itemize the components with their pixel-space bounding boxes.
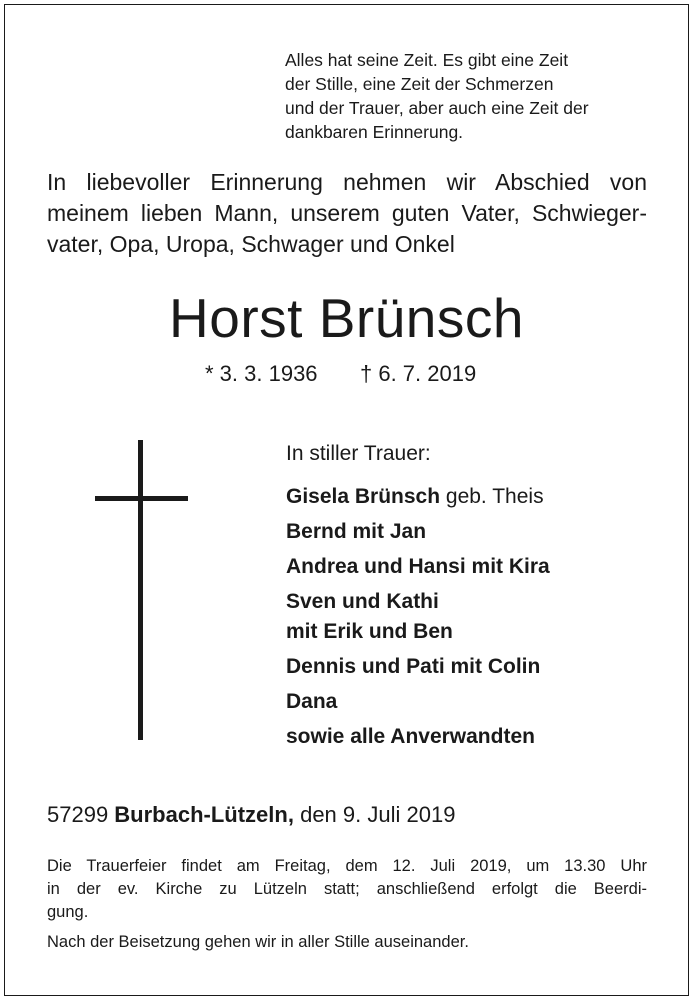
- death-date: † 6. 7. 2019: [360, 361, 477, 386]
- mourner-entry: [286, 517, 550, 547]
- mourner-name: Dennis und Pati mit Colin: [286, 655, 541, 678]
- mourning-heading: In stiller Trauer:: [286, 442, 431, 465]
- mourner-entry: [286, 722, 550, 752]
- intro-line: meinem lieben Mann, unserem guten Vater, Schwieger-: [47, 200, 647, 226]
- deceased-name: Horst Brünsch: [169, 287, 524, 349]
- mourner-entry: [286, 617, 550, 647]
- intro-line: vater, Opa, Uropa, Schwager und Onkel: [47, 231, 455, 257]
- quote-line: dankbaren Erinnerung.: [285, 122, 464, 142]
- memorial-quote: [285, 48, 645, 144]
- postal-code: 57299: [47, 802, 115, 827]
- quote-line: der Stille, eine Zeit der Schmerzen: [285, 74, 554, 94]
- quote-line: Alles hat seine Zeit. Es gibt eine Zeit: [285, 50, 569, 70]
- mourner-entry: [286, 652, 550, 682]
- place-date-line: [47, 801, 455, 829]
- mourner-name: Bernd mit Jan: [286, 520, 427, 543]
- birth-date: * 3. 3. 1936: [205, 361, 318, 386]
- ceremony-line: in der ev. Kirche zu Lützeln statt; anschließend erfolgt die Beerdi-: [47, 880, 647, 898]
- cross-icon: [138, 440, 143, 740]
- mourner-entry: [286, 482, 550, 512]
- ceremony-line: Die Trauerfeier findet am Freitag, dem 12. Juli 2019, um 13.30 Uhr: [47, 857, 647, 875]
- ceremony-line: gung.: [47, 903, 89, 921]
- mourner-name: Andrea und Hansi mit Kira: [286, 555, 550, 578]
- mourner-entry: [286, 687, 550, 717]
- mourner-entry: [286, 552, 550, 582]
- mourner-maiden-name: geb. Theis: [440, 485, 544, 508]
- ceremony-info: [47, 855, 647, 924]
- mourner-name: Sven und Kathi: [286, 590, 439, 613]
- intro-line: In liebevoller Erinnerung nehmen wir Abschied von: [47, 169, 647, 195]
- mourners-list: [286, 482, 550, 757]
- notice-date: den 9. Juli 2019: [293, 802, 456, 827]
- mourner-name: mit Erik und Ben: [286, 620, 453, 643]
- closing-note: Nach der Beisetzung gehen wir in aller Stille auseinander.: [47, 933, 469, 951]
- farewell-intro: [47, 167, 647, 260]
- cross-icon-bar: [95, 496, 188, 501]
- quote-line: und der Trauer, aber auch eine Zeit der: [285, 98, 589, 118]
- mourner-name: sowie alle Anverwandten: [286, 725, 535, 748]
- mourner-name: Gisela Brünsch: [286, 485, 441, 508]
- town-name: Burbach-Lützeln,: [114, 802, 294, 827]
- mourner-entry: [286, 587, 550, 617]
- mourner-name: Dana: [286, 690, 338, 713]
